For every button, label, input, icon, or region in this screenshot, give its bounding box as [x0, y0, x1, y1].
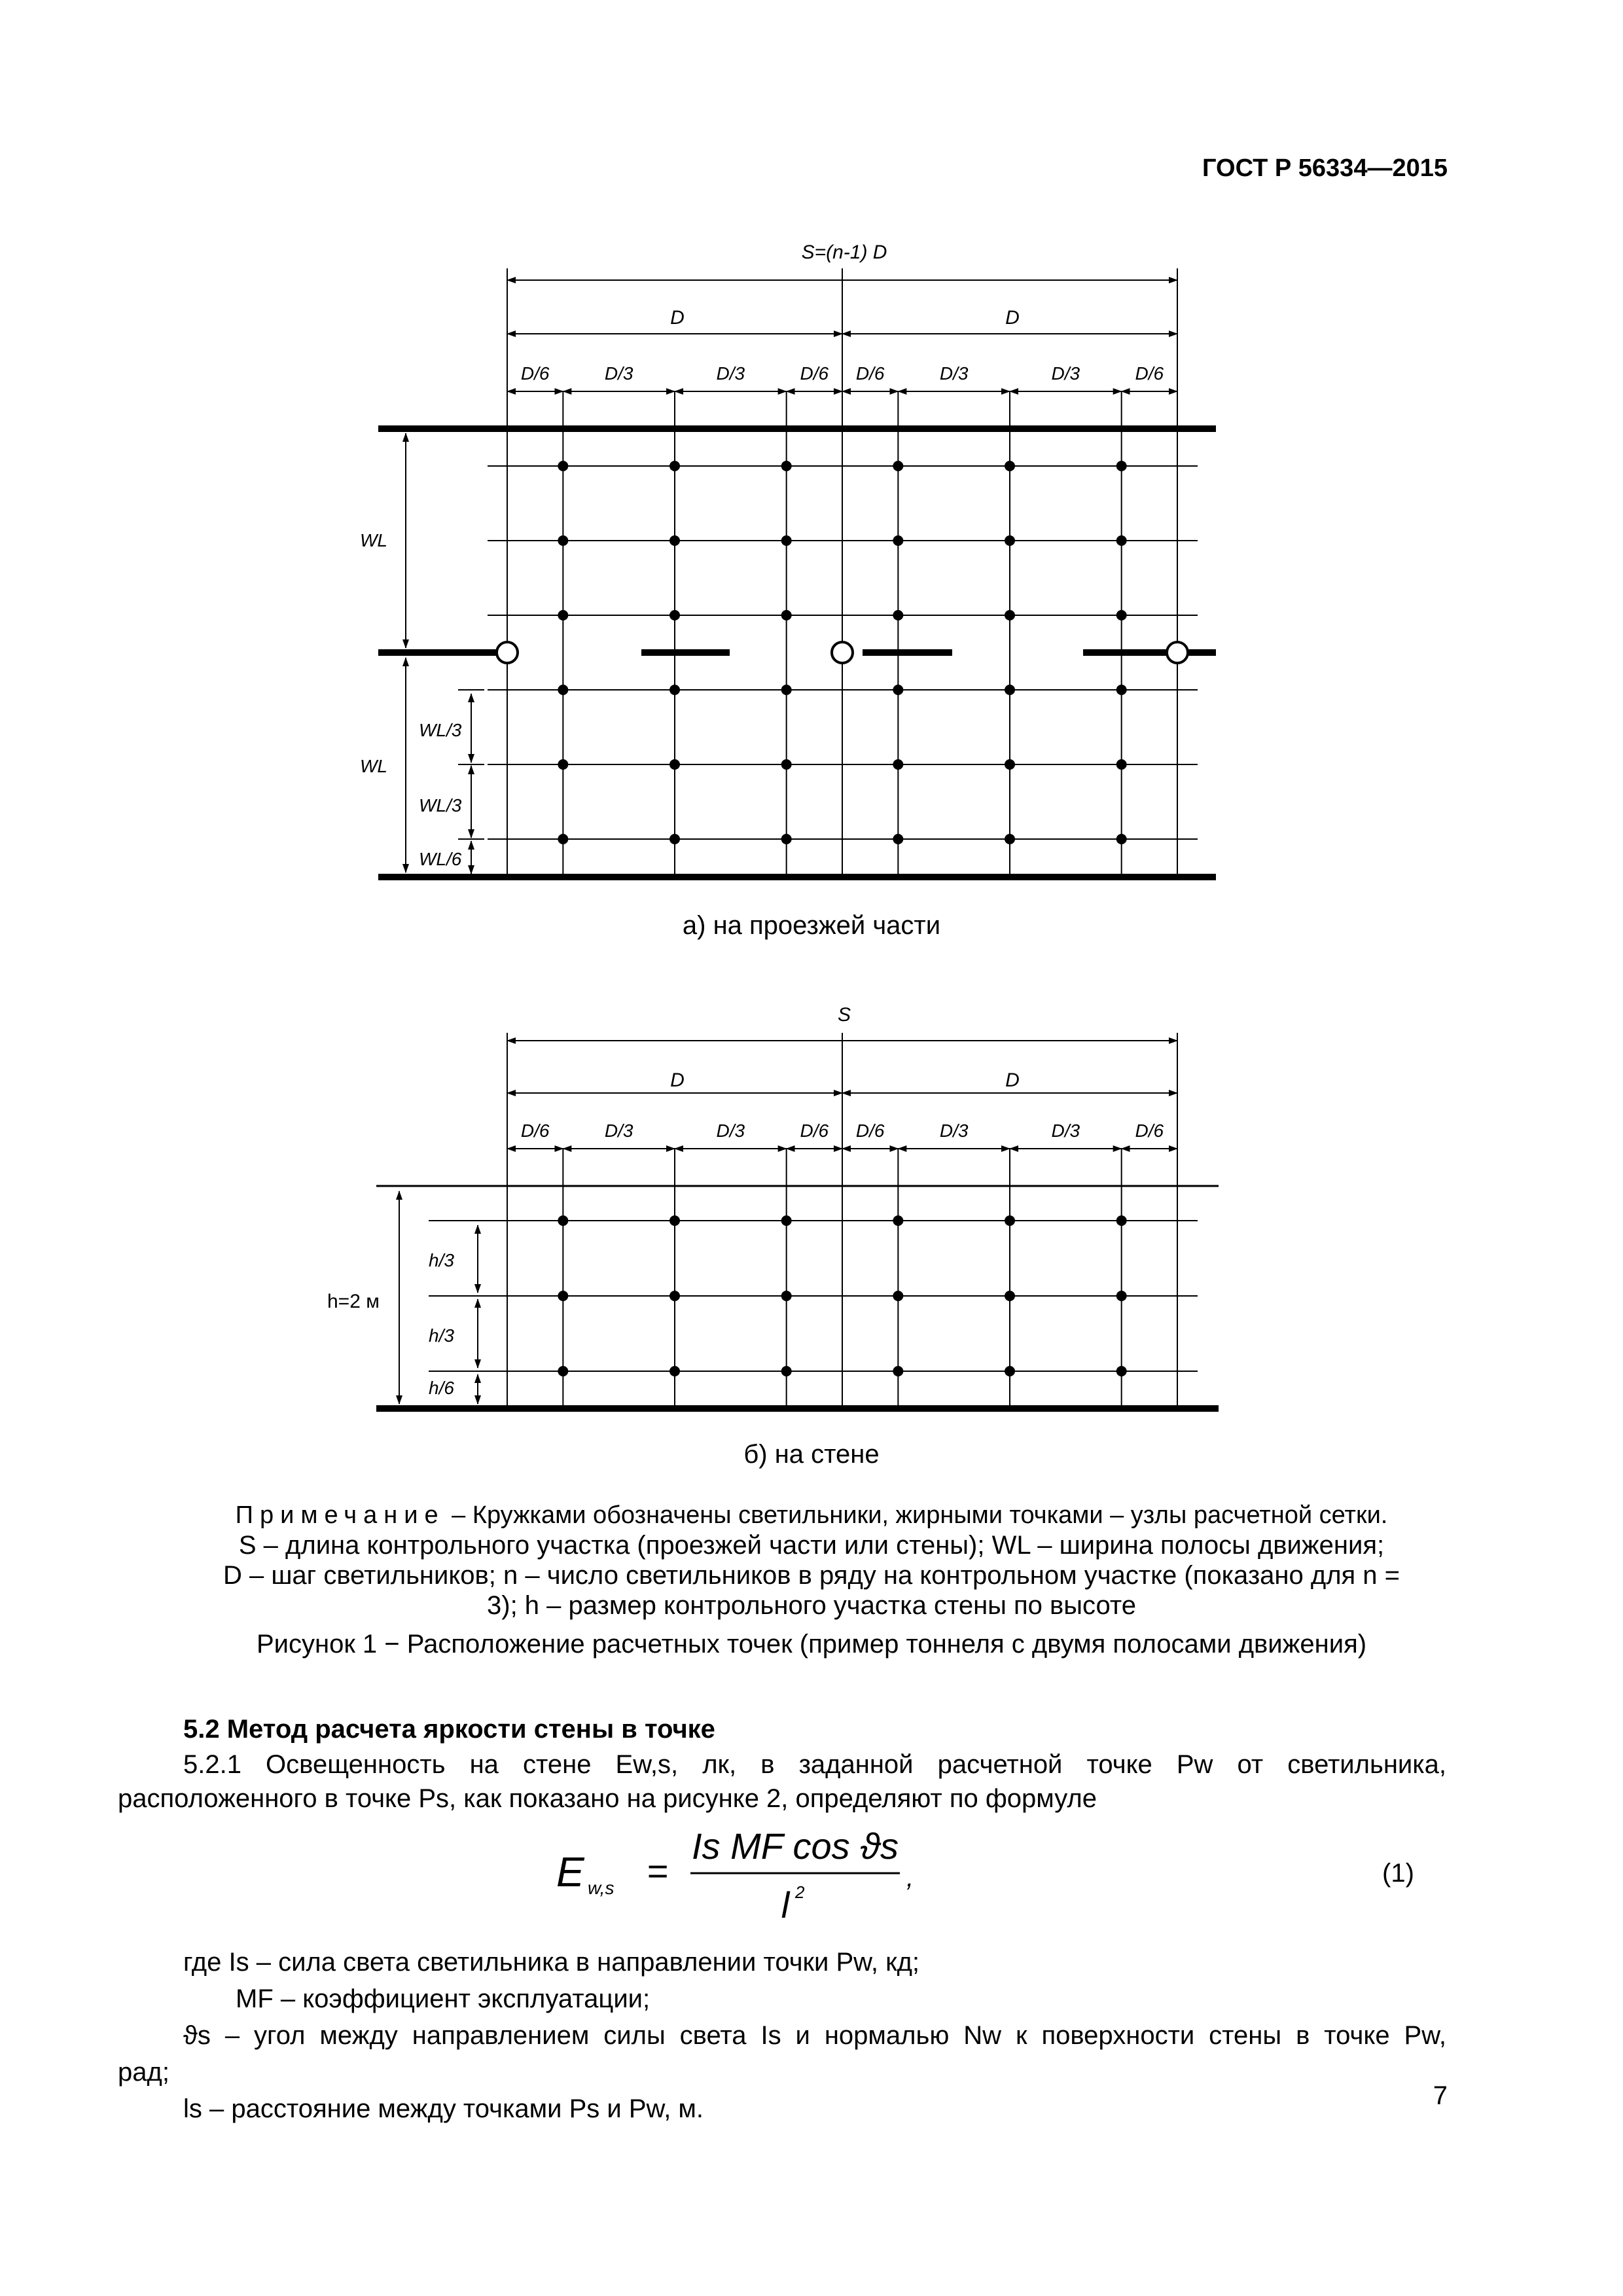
figure-b-dim-d-right: D [1005, 1069, 1020, 1091]
dimension-sub-label: D/3 [1051, 1121, 1080, 1141]
dimension-sub-label: D/3 [939, 363, 969, 384]
grid-node-point [1116, 685, 1127, 695]
formula-comma: , [906, 1863, 914, 1892]
note-line3: D – шаг светильников; n – число светильников в ряду на контрольном участке (показано для n = [223, 1561, 1400, 1590]
grid-node-point [669, 610, 680, 620]
grid-node-point [893, 610, 903, 620]
grid-node-point [558, 759, 568, 770]
grid-node-point [1005, 1366, 1015, 1376]
grid-node-point [781, 1291, 792, 1301]
figure-a-dim-d-right: D [1005, 307, 1020, 329]
grid-node-point [893, 685, 903, 695]
figure-a-wl-top: WL [360, 530, 387, 550]
formula-1 [537, 1813, 929, 1934]
dimension-sub-label: D/6 [1135, 363, 1164, 384]
grid-node-point [1005, 1215, 1015, 1226]
grid-node-point [1005, 461, 1015, 471]
figure-title: Рисунок 1 − Расположение расчетных точек (пример тоннеля с двумя полосами движения) [256, 1630, 1367, 1659]
formula-denominator: l [781, 1884, 790, 1926]
grid-node-point [669, 1291, 680, 1301]
note-head: Примечание [235, 1501, 445, 1529]
luminaire-circle [1167, 642, 1188, 663]
grid-node-point [669, 759, 680, 770]
dimension-sub-label: D/6 [855, 1121, 885, 1141]
grid-node-point [1005, 535, 1015, 546]
grid-node-point [893, 759, 903, 770]
grid-node-point [558, 834, 568, 844]
grid-node-point [669, 685, 680, 695]
grid-node-point [1116, 1215, 1127, 1226]
grid-node-point [558, 461, 568, 471]
grid-node-point [669, 834, 680, 844]
dimension-sub-label: D/3 [716, 1121, 745, 1141]
figure-a-roadway [0, 0, 1623, 916]
grid-node-point [781, 834, 792, 844]
section-heading: 5.2 Метод расчета яркости стены в точке [183, 1715, 715, 1744]
dimension-sub-label: D/6 [855, 363, 885, 384]
dimension-sub-label: D/3 [716, 363, 745, 384]
paragraph-line1: 5.2.1 Освещенность на стене Ew,s, лк, в заданной расчетной точке Pw от светильника, [183, 1750, 1446, 1779]
figure-a-dim-d-left: D [670, 307, 685, 329]
definition-theta-line1: ϑs – угол между направлением силы света Is и нормалью Nw к поверхности стены в точке Pw, [183, 2021, 1446, 2050]
grid-node-point [558, 685, 568, 695]
definition-ls: ls – расстояние между точками Ps и Pw, м. [183, 2094, 704, 2123]
grid-node-point [893, 1215, 903, 1226]
paragraph-5-2-1 [118, 1748, 1446, 1816]
note-line2: S – длина контрольного участка (проезжей части или стены); WL – ширина полосы движения; [238, 1531, 1385, 1560]
formula-lhs: E [556, 1848, 584, 1895]
grid-node-point [1116, 610, 1127, 620]
dimension-sub-label: D/6 [800, 1121, 829, 1141]
grid-node-point [781, 1215, 792, 1226]
grid-node-point [781, 1366, 792, 1376]
grid-node-point [893, 1366, 903, 1376]
grid-node-point [669, 461, 680, 471]
dimension-sub-label: D/3 [604, 363, 633, 384]
grid-node-point [558, 1215, 568, 1226]
figure-b-wall [0, 995, 1623, 1453]
dimension-sub-label: D/3 [1051, 363, 1080, 384]
figure-b-dim-total: S [837, 1004, 851, 1026]
grid-node-point [1005, 834, 1015, 844]
figure-a-wl3-1: WL/3 [419, 720, 462, 740]
grid-node-point [781, 685, 792, 695]
grid-node-point [893, 535, 903, 546]
dimension-sub-label: D/6 [520, 1121, 550, 1141]
formula-lhs-sub: w,s [588, 1878, 615, 1898]
grid-node-point [1116, 1366, 1127, 1376]
figure-b-h3-2: h/3 [429, 1325, 454, 1346]
grid-node-point [558, 535, 568, 546]
definition-mf: MF – коэффициент эксплуатации; [236, 1984, 651, 2013]
figure-a-wl-bottom: WL [360, 756, 387, 776]
luminaire-circle [832, 642, 853, 663]
dimension-sub-label: D/6 [1135, 1121, 1164, 1141]
paragraph-line2: расположенного в точке Ps, как показано на рисунке 2, определяют по формуле [118, 1784, 1097, 1813]
grid-node-point [1005, 610, 1015, 620]
figure-note [118, 1500, 1505, 1621]
luminaire-circle [497, 642, 518, 663]
document-code: ГОСТ Р 56334—2015 [1202, 154, 1448, 182]
grid-node-point [558, 610, 568, 620]
grid-node-point [893, 461, 903, 471]
grid-node-point [669, 535, 680, 546]
figure-a-wl6: WL/6 [419, 849, 462, 869]
figure-b-h-label: h=2 м [327, 1291, 380, 1312]
figure-a-dim-total: S=(n-1) D [801, 242, 887, 263]
formula-number: (1) [1382, 1859, 1414, 1888]
note-line1: – Кружками обозначены светильники, жирными точками – узлы расчетной сетки. [444, 1501, 1388, 1529]
figure-b-h3-1: h/3 [429, 1250, 454, 1270]
grid-node-point [1116, 461, 1127, 471]
dimension-sub-label: D/3 [939, 1121, 969, 1141]
formula-definitions [118, 1944, 1446, 2127]
formula-svg [537, 1813, 929, 1931]
formula-numerator: Is MF cos ϑs [691, 1825, 899, 1867]
grid-node-point [1005, 1291, 1015, 1301]
page-number: 7 [1433, 2081, 1448, 2110]
grid-node-point [781, 610, 792, 620]
figure-b-dim-d-left: D [670, 1069, 685, 1091]
grid-node-point [893, 834, 903, 844]
grid-node-point [1116, 535, 1127, 546]
formula-denominator-exp: 2 [795, 1882, 805, 1902]
grid-node-point [669, 1215, 680, 1226]
formula-equals: = [647, 1850, 668, 1892]
figure-a-caption: а) на проезжей части [682, 911, 941, 940]
dimension-sub-label: D/6 [800, 363, 829, 384]
grid-node-point [1116, 759, 1127, 770]
figure-b-h6: h/6 [429, 1378, 454, 1398]
grid-node-point [558, 1291, 568, 1301]
grid-node-point [1005, 759, 1015, 770]
figure-b-caption: б) на стене [743, 1440, 880, 1469]
dimension-sub-label: D/3 [604, 1121, 633, 1141]
grid-node-point [1116, 834, 1127, 844]
grid-node-point [1116, 1291, 1127, 1301]
definition-theta-line2: рад; [118, 2058, 169, 2087]
figure-a-wl3-2: WL/3 [419, 795, 462, 816]
grid-node-point [1005, 685, 1015, 695]
grid-node-point [558, 1366, 568, 1376]
definition-is: где Is – сила света светильника в направлении точки Pw, кд; [183, 1948, 920, 1977]
grid-node-point [781, 759, 792, 770]
dimension-sub-label: D/6 [520, 363, 550, 384]
grid-node-point [781, 461, 792, 471]
grid-node-point [781, 535, 792, 546]
note-line4: 3); h – размер контрольного участка стены по высоте [487, 1591, 1136, 1620]
grid-node-point [893, 1291, 903, 1301]
grid-node-point [669, 1366, 680, 1376]
